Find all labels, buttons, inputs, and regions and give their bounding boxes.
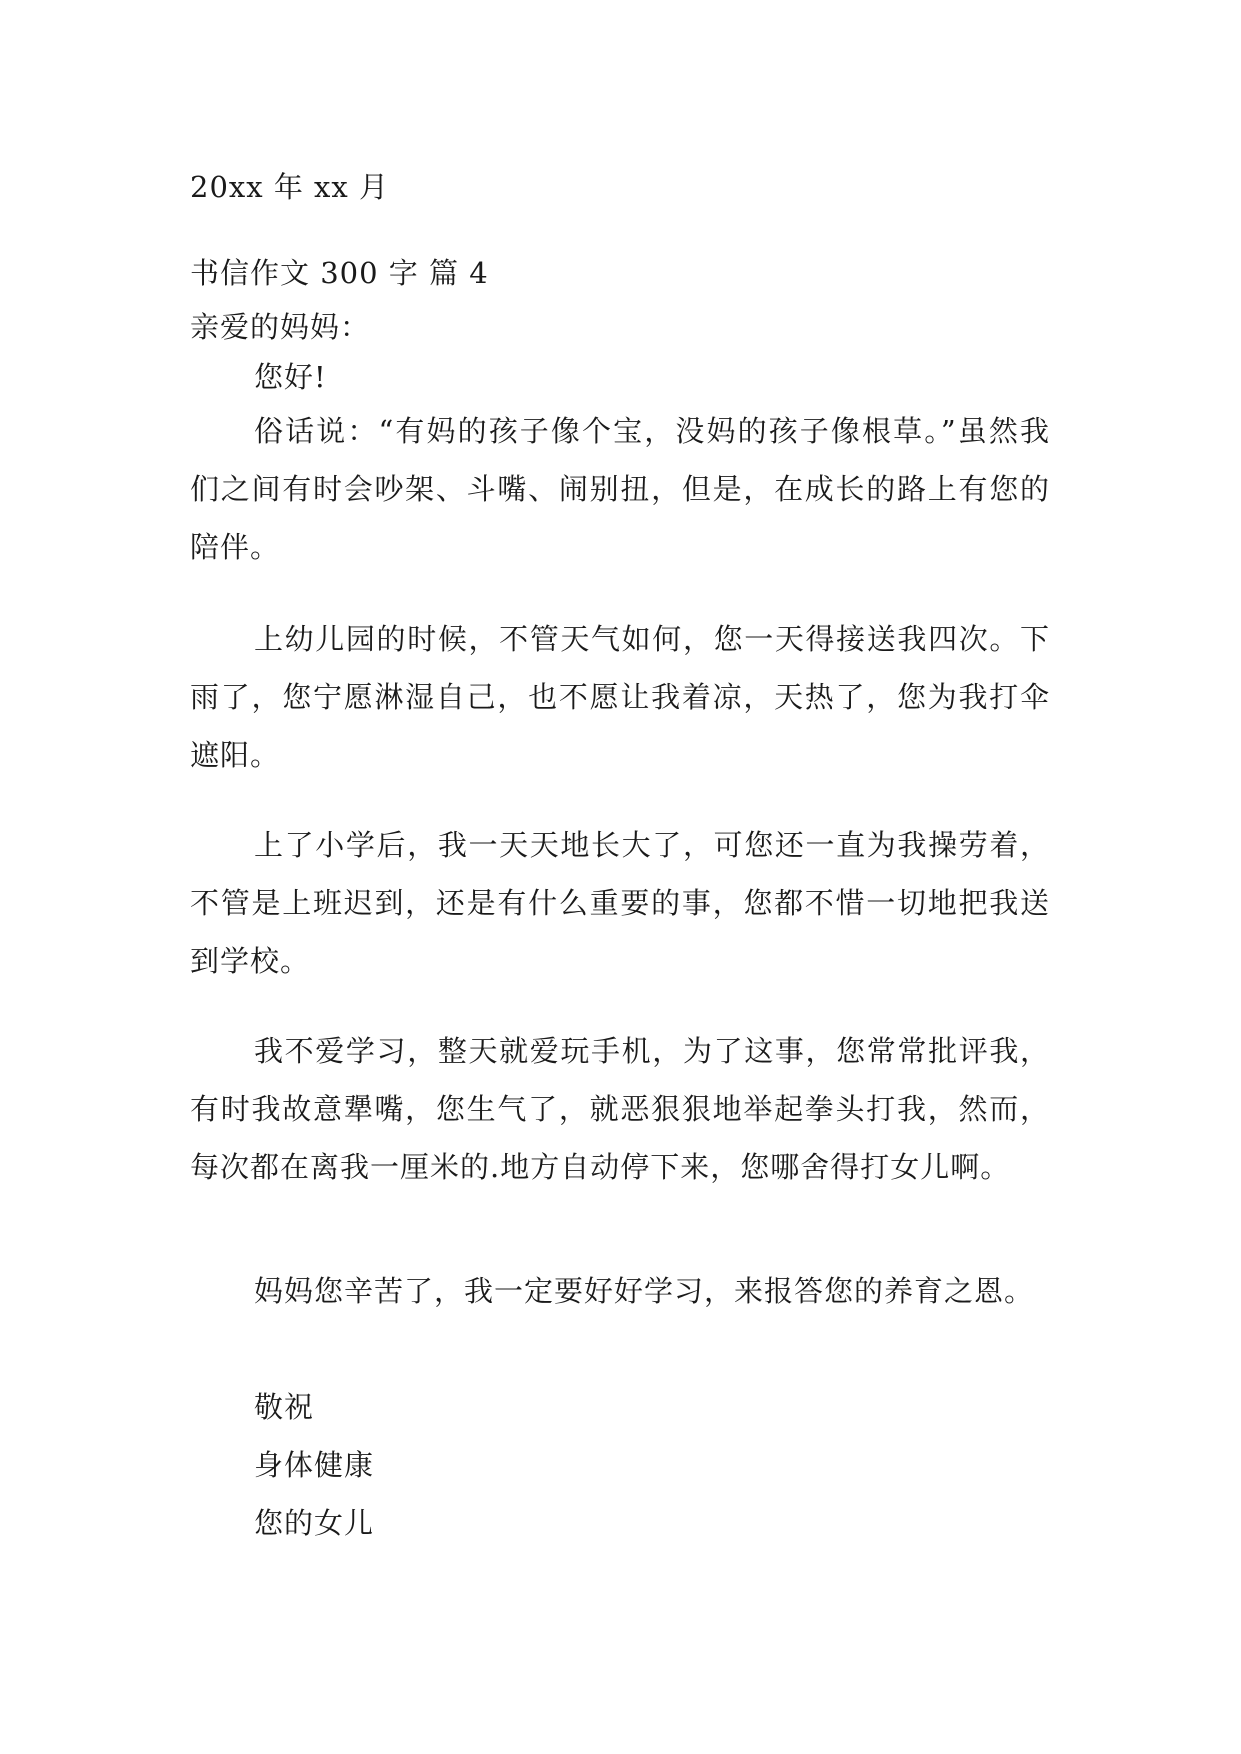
paragraph-3: 上了小学后，我一天天地长大了，可您还一直为我操劳着，不管是上班迟到，还是有什么重要的事，您都不惜一切地把我送到学校。 (190, 828, 1050, 978)
closing: 敬祝 (254, 1390, 315, 1424)
greeting: 您好! (254, 360, 327, 394)
article-title: 书信作文 300 字 篇 4 (190, 256, 489, 290)
wish: 身体健康 (254, 1448, 375, 1482)
paragraph-1: 俗话说：“有妈的孩子像个宝，没妈的孩子像根草。”虽然我们之间有时会吵架、斗嘴、闹别扭，但是，在成长的路上有您的陪伴。 (190, 414, 1050, 564)
date-line: 20xx 年 xx 月 (190, 170, 389, 204)
paragraph-2: 上幼儿园的时候，不管天气如何，您一天得接送我四次。下雨了，您宁愿淋湿自己，也不愿让我着凉，天热了，您为我打伞遮阳。 (190, 622, 1050, 772)
paragraph-4: 我不爱学习，整天就爱玩手机，为了这事，您常常批评我，有时我故意犟嘴，您生气了，就恶狠狠地举起拳头打我，然而，每次都在离我一厘米的.地方自动停下来，您哪舍得打女儿啊。 (190, 1034, 1050, 1184)
signature: 您的女儿 (254, 1506, 375, 1540)
paragraph-5: 妈妈您辛苦了，我一定要好好学习，来报答您的养育之恩。 (254, 1274, 1035, 1308)
salutation: 亲爱的妈妈： (190, 310, 371, 344)
